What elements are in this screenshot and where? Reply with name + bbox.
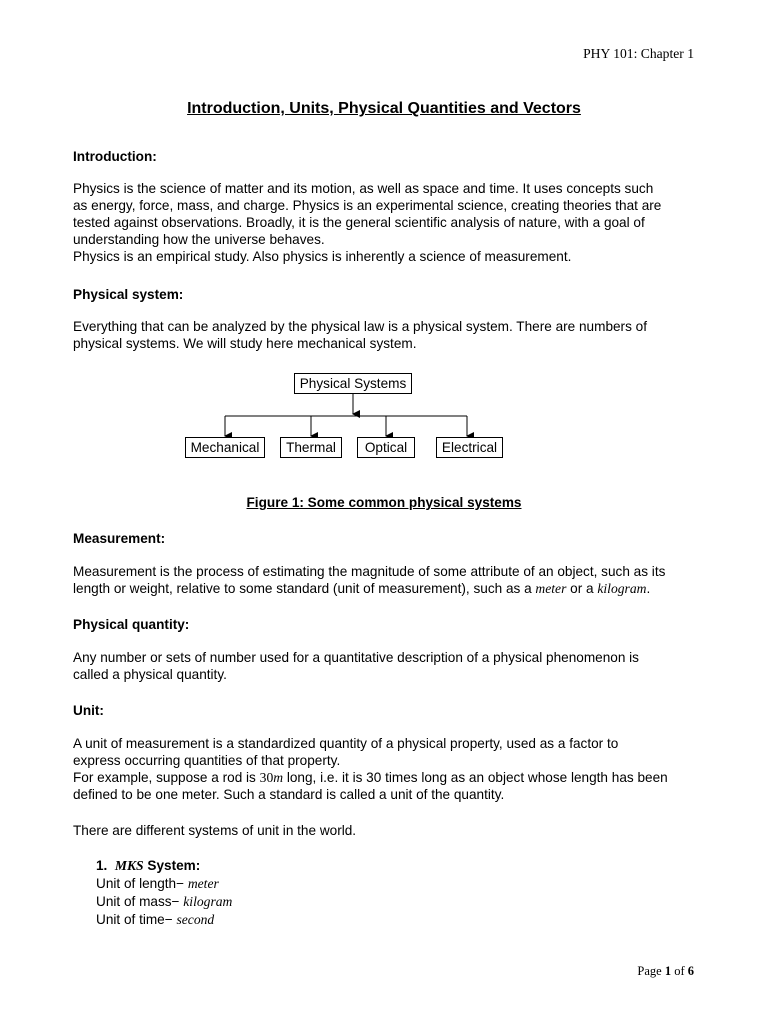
mks-length-label: Unit of length− — [96, 876, 188, 891]
unit-systems-text: There are different systems of unit in the world. — [73, 823, 357, 838]
text-line: defined to be one meter. Such a standard is called a unit of the quantity. — [73, 787, 505, 802]
mks-time-line — [96, 911, 214, 928]
unit-heading: Unit: — [73, 703, 104, 718]
physical-system-heading: Physical system: — [73, 287, 184, 302]
rod-length-unit: m — [273, 770, 284, 785]
diagram-box-electrical: Electrical — [436, 437, 503, 458]
text-run: For example, suppose a rod is — [73, 770, 260, 785]
page-header: PHY 101: Chapter 1 — [583, 46, 694, 61]
introduction-heading: Introduction: — [73, 149, 157, 164]
mks-mass-value: kilogram — [183, 894, 233, 909]
mks-time-label: Unit of time− — [96, 912, 177, 927]
text-line: express occurring quantities of that property. — [73, 753, 341, 768]
mks-mass-line — [96, 893, 232, 910]
diagram-box-optical: Optical — [357, 437, 415, 458]
list-number: 1. — [96, 858, 108, 873]
physical-quantity-paragraph — [73, 649, 695, 683]
mks-time-value: second — [176, 912, 215, 927]
page-title: Introduction, Units, Physical Quantities and Vectors — [187, 100, 581, 117]
text-line: Any number or sets of number used for a quantitative description of a physical phenomenon is — [73, 650, 639, 665]
footer-page-word: Page — [637, 964, 665, 978]
text-line: tested against observations. Broadly, it is the general scientific analysis of nature, with a goal of — [73, 215, 645, 230]
text-run: long, i.e. it is 30 times long as an object whose length has been — [283, 770, 668, 785]
unit-paragraph — [73, 735, 695, 803]
figure-caption: Figure 1: Some common physical systems — [246, 495, 522, 510]
text-line: physical systems. We will study here mechanical system. — [73, 336, 417, 351]
text-line: A unit of measurement is a standardized quantity of a physical property, used as a factor to — [73, 736, 619, 751]
footer-of-word: of — [671, 964, 688, 978]
unit-kilogram: kilogram — [597, 581, 647, 596]
diagram-box-thermal: Thermal — [280, 437, 342, 458]
text-run: . — [646, 581, 651, 596]
text-line — [73, 769, 695, 786]
text-line: Measurement is the process of estimating the magnitude of some attribute of an object, such as its — [73, 564, 666, 579]
mks-heading — [96, 857, 200, 874]
measurement-heading: Measurement: — [73, 531, 166, 546]
page-number: 1 — [664, 964, 672, 978]
text-line: as energy, force, mass, and charge. Physics is an experimental science, creating theories that are — [73, 198, 662, 213]
unit-meter: meter — [535, 581, 567, 596]
measurement-paragraph — [73, 563, 695, 597]
mks-name: MKS — [114, 858, 144, 873]
physical-quantity-heading: Physical quantity: — [73, 617, 190, 632]
mks-length-line — [96, 875, 219, 892]
page-footer — [637, 963, 694, 980]
text-line: Physics is the science of matter and its motion, as well as space and time. It uses concepts such — [73, 181, 654, 196]
rod-length-value: 30 — [259, 770, 274, 785]
diagram-box-mechanical: Mechanical — [185, 437, 265, 458]
text-line: Physics is an empirical study. Also physics is inherently a science of measurement. — [73, 249, 572, 264]
text-line: called a physical quantity. — [73, 667, 227, 682]
diagram-root-box: Physical Systems — [294, 373, 412, 394]
text-run: or a — [566, 581, 598, 596]
mks-length-value: meter — [187, 876, 219, 891]
text-line — [73, 580, 695, 597]
text-line: Everything that can be analyzed by the physical law is a physical system. There are numbers of — [73, 319, 647, 334]
mks-mass-label: Unit of mass− — [96, 894, 184, 909]
text-run: length or weight, relative to some standard (unit of measurement), such as a — [73, 581, 536, 596]
text-line: understanding how the universe behaves. — [73, 232, 325, 247]
mks-label: System: — [143, 858, 201, 873]
page-total: 6 — [687, 964, 694, 978]
